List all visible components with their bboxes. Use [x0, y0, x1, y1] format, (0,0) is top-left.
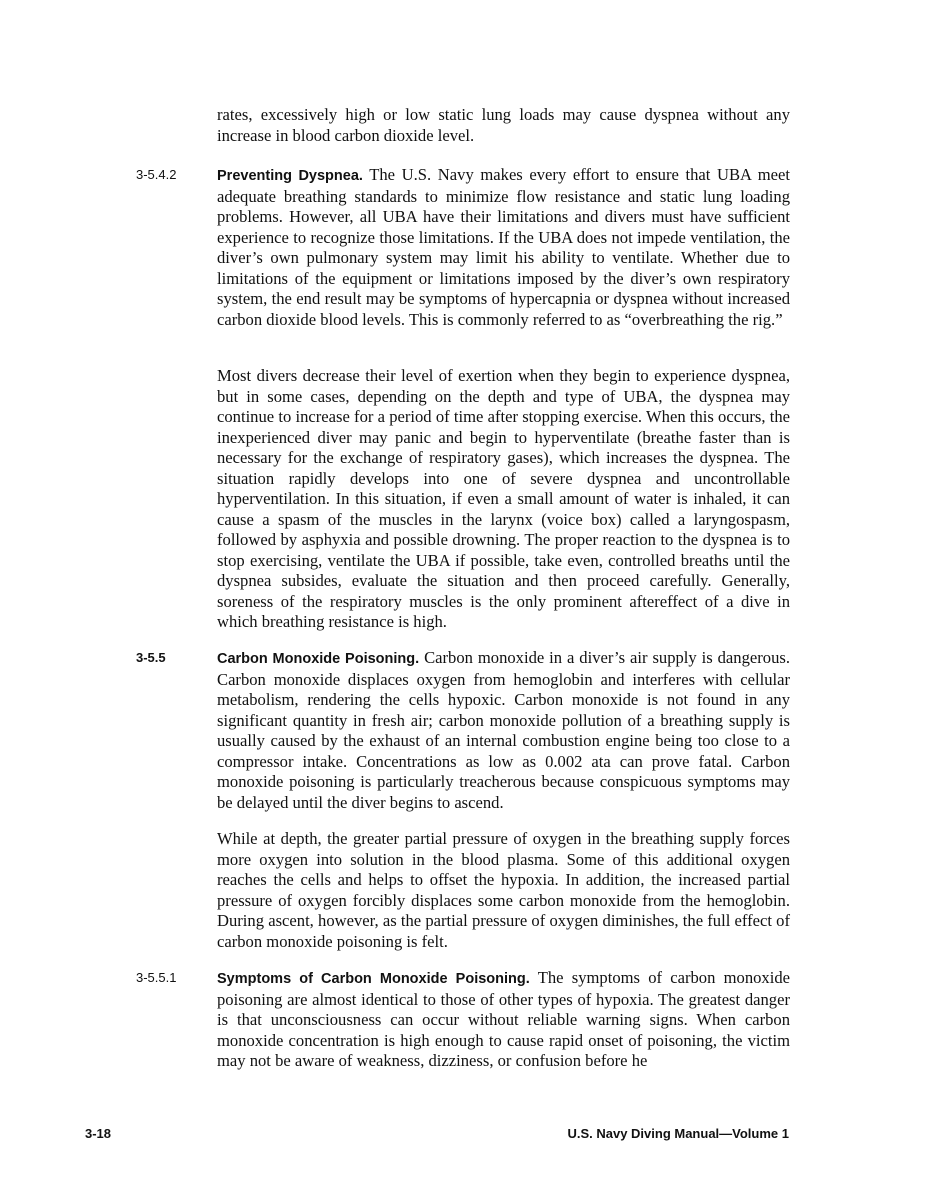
paragraph-text: Carbon monoxide in a diver’s air supply is dangerous. Carbon monoxide displaces oxygen from hemoglobin and interferes with cellular metabolism, rendering the cells hypoxic. Carbon monoxide is not found in any significant quantity in fresh air; carbon monoxide pollution of a breathing supply is usually caused by the exhaust of an internal combustion engine being too close to a compressor intake. Concentrations as low as 0.002 ata can prove fatal. Carbon monoxide poisoning is particularly treacherous because conspicuous symptoms may be delayed until the diver begins to ascend.	[217, 648, 790, 812]
footer-title: U.S. Navy Diving Manual—Volume 1	[567, 1126, 789, 1141]
section-number: 3-5.5	[136, 650, 166, 665]
paragraph-text: The symptoms of carbon monoxide poisoning are almost identical to those of other types of hypoxia. The greatest danger is that unconsciousness can occur without reliable warning signs. When carbon monoxide concentration is high enough to cause rapid onset of poisoning, the victim may not be aware of weakness, dizziness, or confusion before he	[217, 968, 790, 1070]
paragraph-text: Most divers decrease their level of exertion when they begin to experience dyspnea, but in some cases, depending on the depth and type of UBA, the dyspnea may continue to increase for a period of time after stopping exercise. When this occurs, the inexperienced diver may panic and begin to hyperventilate (breathe faster than is necessary for the exchange of respiratory gases), which increases the dyspnea. The situation rapidly develops into one of severe dyspnea and uncontrollable hyperventilation. In this situation, if even a small amount of water is inhaled, it can cause a spasm of the muscles in the larynx (voice box) called a laryngospasm, followed by asphyxia and possible drowning. The proper reaction to the dyspnea is to stop exercising, ventilate the UBA if possible, take even, controlled breaths until the dyspnea subsides, evaluate the situation and then proceed carefully. Generally, soreness of the respiratory muscles is the only prominent aftereffect of a dive in which breathing resistance is high.	[217, 366, 790, 631]
section-heading: Preventing Dyspnea.	[217, 168, 363, 184]
footer-page-number: 3-18	[85, 1126, 112, 1141]
section-heading: Carbon Monoxide Poisoning.	[217, 651, 420, 667]
paragraph-text: The U.S. Navy makes every effort to ensure that UBA meet adequate breathing standards to minimize flow resistance and static lung loading problems. However, all UBA have their limitations and divers must have sufficient experience to recognize those limitations. If the UBA does not impede ventilation, the diver’s own pulmonary system may limit his ability to ventilate. Whether due to limitations of the equipment or limitations imposed by the diver’s own respiratory system, the end result may be symptoms of hypercapnia or dyspnea without increased carbon dioxide blood levels. This is commonly referred to as “overbreathing the rig.”	[217, 165, 790, 329]
section-heading: Symptoms of Carbon Monoxide Poisoning.	[217, 971, 530, 987]
section-number: 3-5.5.1	[136, 970, 177, 985]
paragraph-body	[217, 968, 790, 1072]
paragraph-body	[217, 648, 790, 813]
section-number: 3-5.4.2	[136, 167, 177, 182]
paragraph-text: While at depth, the greater partial pressure of oxygen in the breathing supply forces more oxygen into solution in the blood plasma. Some of this additional oxygen reaches the cells and helps to offset the hypoxia. In addition, the increased partial pressure of oxygen forcibly displaces some carbon monoxide from the hemoglobin. During ascent, however, as the partial pressure of oxygen diminishes, the full effect of carbon monoxide poisoning is felt.	[217, 829, 790, 951]
paragraph-body	[217, 165, 790, 330]
paragraph-text: rates, excessively high or low static lung loads may cause dyspnea without any increase in blood carbon dioxide level.	[217, 105, 790, 145]
